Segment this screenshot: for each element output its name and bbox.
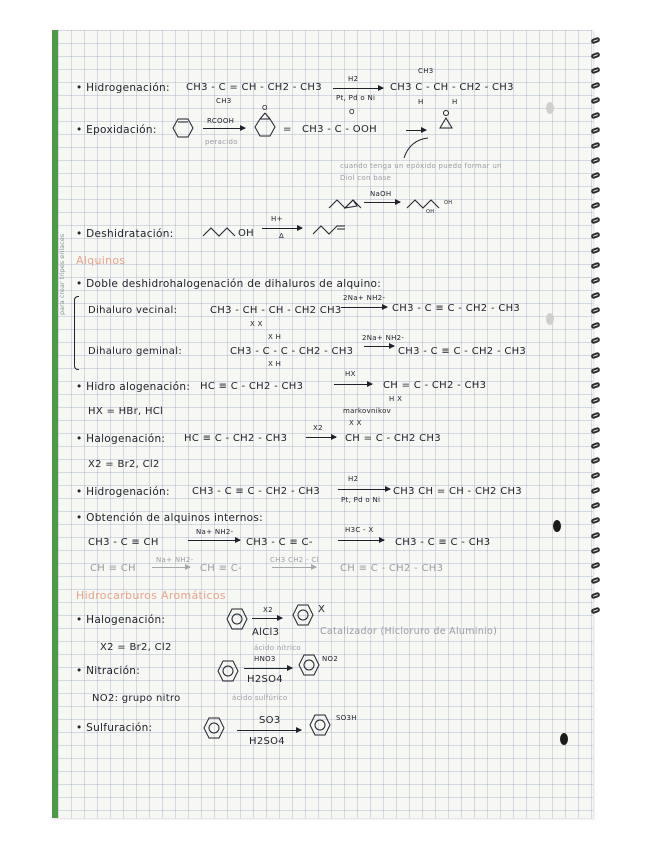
reaction-arrow [262,228,302,229]
geminal-reagent: 2Na+ NH2- [362,334,405,342]
hidrogenacion-product-sub: CH3 [418,67,434,75]
vecinal-product: CH3 - C ≡ C - CH2 - CH3 [392,303,521,314]
geminal-label: Dihaluro geminal: [88,346,182,357]
no2-note: NO2: grupo nitro [92,693,181,704]
cyclohexene-icon [172,118,194,138]
hidrogenacion-catalyst: Pt, Pd o Ni [336,94,376,102]
hidrogenacion-reactant-sub: CH3 [216,97,232,105]
bracket [74,296,79,370]
geminal-x-bot: X H [268,360,282,368]
acido-sulfurico-note: ácido sulfúrico [232,694,288,702]
epoxidacion-reagent: RCOOH [207,117,235,125]
halogenacion-product: CH = C - CH2 CH3 [345,433,441,444]
hidroalogenacion-product-sub: H X [389,395,403,403]
nitracion-reagent: HNO3 [254,655,276,663]
diol-oh: OH [426,209,435,215]
hidroalogenacion-label: • Hidro alogenación: [76,381,190,393]
hidroalogenacion-reagent: HX [345,370,356,378]
arom-halogenacion-label: • Halogenación: [76,614,165,626]
sulfuracion-label: • Sulfuración: [76,722,152,734]
deshidratacion-reagent: H+ [271,215,283,223]
internos-faint-reagent: Na+ NH2- [156,556,194,564]
reaction-arrow [333,88,383,89]
reaction-arrow [364,346,394,347]
reaction-arrow [338,489,390,490]
internos-faint-product: CH ≡ C - CH2 - CH3 [340,563,444,574]
reaction-arrow [364,202,400,203]
margin-note: para crear tripes enlaces [58,233,66,315]
epoxide-chain-icon [328,192,364,212]
halogenacion-label: • Halogenación: [76,433,165,445]
sulfuracion-product: SO3H [336,714,357,722]
arom-halogenacion-x: X [318,604,326,615]
punch-hole [560,733,568,745]
geminal-x-top: X H [268,333,282,341]
annotation-curve [380,136,430,162]
hidrogenacion-product-h: H [452,98,458,106]
halogenacion-product-top: X X [349,419,362,427]
epoxidacion-note: cuando tenga un epóxido puedo formar un Diol con base [340,162,502,182]
reaction-arrow [341,307,387,308]
reaction-arrow [237,730,301,731]
arom-x2-note: X2 = Br2, Cl2 [100,642,172,653]
section-title-alquinos: Alquinos [76,254,126,267]
arom-halogenacion-catalyst: AlCl3 [252,627,280,638]
hidroalogenacion-product: CH = C - CH2 - CH3 [383,380,487,391]
hidrogenacion-product: CH3 C - CH - CH2 - CH3 [390,82,514,93]
punch-hole [546,102,554,114]
internos-faint-intermediate: CH ≡ C- [200,563,242,574]
reaction-arrow [334,384,372,385]
internos-reagent: Na+ NH2- [196,528,234,536]
hidrogenacion-product-h: H [418,98,424,106]
acido-nitrico-note: ácido nítrico [254,644,302,652]
markovnikov-note: markovnikov [343,407,392,415]
x2-note: X2 = Br2, Cl2 [88,459,160,470]
nitracion-label: • Nitración: [76,665,140,677]
reaction-arrow [338,540,384,541]
epoxide-icon [253,110,277,138]
doble-deshidro-title: • Doble deshidrohalogenación de dihaluros de alquino: [76,278,381,290]
halobenzene-icon [292,604,314,626]
deshidratacion-label: • Deshidratación: [76,228,174,240]
internos-label: • Obtención de alquinos internos: [76,512,263,524]
reaction-arrow [203,128,245,129]
reaction-arrow [188,540,240,541]
reaction-arrow [152,567,190,568]
hidrogenacion2-catalyst: Pt, Pd o Ni [341,496,381,504]
deshidratacion-oh: OH [238,228,254,239]
epoxide-oxygen: O [262,104,268,112]
diol-icon [406,194,444,214]
arom-halogenacion-note: Catalizador (Hicloruro de Aluminio) [320,626,498,637]
reaction-arrow [306,437,336,438]
vecinal-reactant: CH3 - CH - CH - CH2 CH3 [210,305,342,316]
arom-halogenacion-reagent: X2 [263,606,273,614]
epoxidacion-reagent2: CH3 - C - OOH [302,124,377,135]
sulfonic-benzene-icon [309,714,331,736]
vecinal-x: X X [250,320,263,328]
nitracion-catalyst: H2SO4 [247,674,283,685]
section-title-aromaticos: Hidrocarburos Aromáticos [76,589,226,602]
punch-hole [553,520,561,532]
internos-reactant: CH3 - C ≡ CH [88,537,159,548]
nitracion-product: NO2 [322,655,339,663]
epoxidacion-reagent-note: peracido [205,138,238,146]
hidrogenacion-reactant: CH3 - C = CH - CH2 - CH3 [186,82,322,93]
hidrogenacion2-reactant: CH3 - C ≡ C - CH2 - CH3 [192,486,321,497]
geminal-reactant: CH3 - C - C - CH2 - CH3 [230,346,354,357]
hidroalogenacion-reactant: HC ≡ C - CH2 - CH3 [200,381,304,392]
epoxide-product-icon [438,108,454,130]
internos-faint-reactant: CH ≡ CH [90,563,136,574]
benzene-icon [203,717,225,739]
hx-note: HX = HBr, HCl [88,406,164,417]
sulfuracion-reagent: SO3 [259,715,281,726]
punch-hole [546,313,554,325]
peracid-oxygen: O [349,108,355,116]
benzene-icon [217,660,239,682]
alcohol-chain-icon [202,224,242,240]
halogenacion-reagent: X2 [313,424,323,432]
internos-reagent2: H3C - X [345,526,374,534]
geminal-product: CH3 - C ≡ C - CH2 - CH3 [398,346,527,357]
deshidratacion-heat: Δ [279,232,285,240]
hidrogenacion-reagent: H2 [348,75,359,83]
internos-product: CH3 - C ≡ C - CH3 [395,537,491,548]
reaction-arrow [244,668,292,669]
reaction-arrow [272,567,316,568]
internos-intermediate: CH3 - C ≡ C- [246,537,313,548]
benzene-icon [226,608,248,630]
hidrogenacion2-label: • Hidrogenación: [76,486,170,498]
diol-oh: OH [444,200,453,206]
halogenacion-reactant: HC ≡ C - CH2 - CH3 [184,433,288,444]
nitrobenzene-icon [298,654,320,676]
sulfuracion-catalyst: H2SO4 [249,736,285,747]
equals-sign: = [283,124,292,135]
hidrogenacion2-reagent: H2 [348,475,359,483]
vecinal-label: Dihaluro vecinal: [88,305,178,316]
vecinal-reagent: 2Na+ NH2- [343,294,386,302]
epoxidacion-base: NaOH [370,190,392,198]
reaction-arrow [252,618,282,619]
reaction-arrow [406,130,426,131]
internos-faint-reagent2: CH3 CH2 - Cl [270,556,319,564]
alkene-chain-icon [312,222,350,238]
epoxidacion-label: • Epoxidación: [76,124,157,136]
hidrogenacion2-product: CH3 CH = CH - CH2 CH3 [393,486,522,497]
hidrogenacion-label: • Hidrogenación: [76,82,170,94]
